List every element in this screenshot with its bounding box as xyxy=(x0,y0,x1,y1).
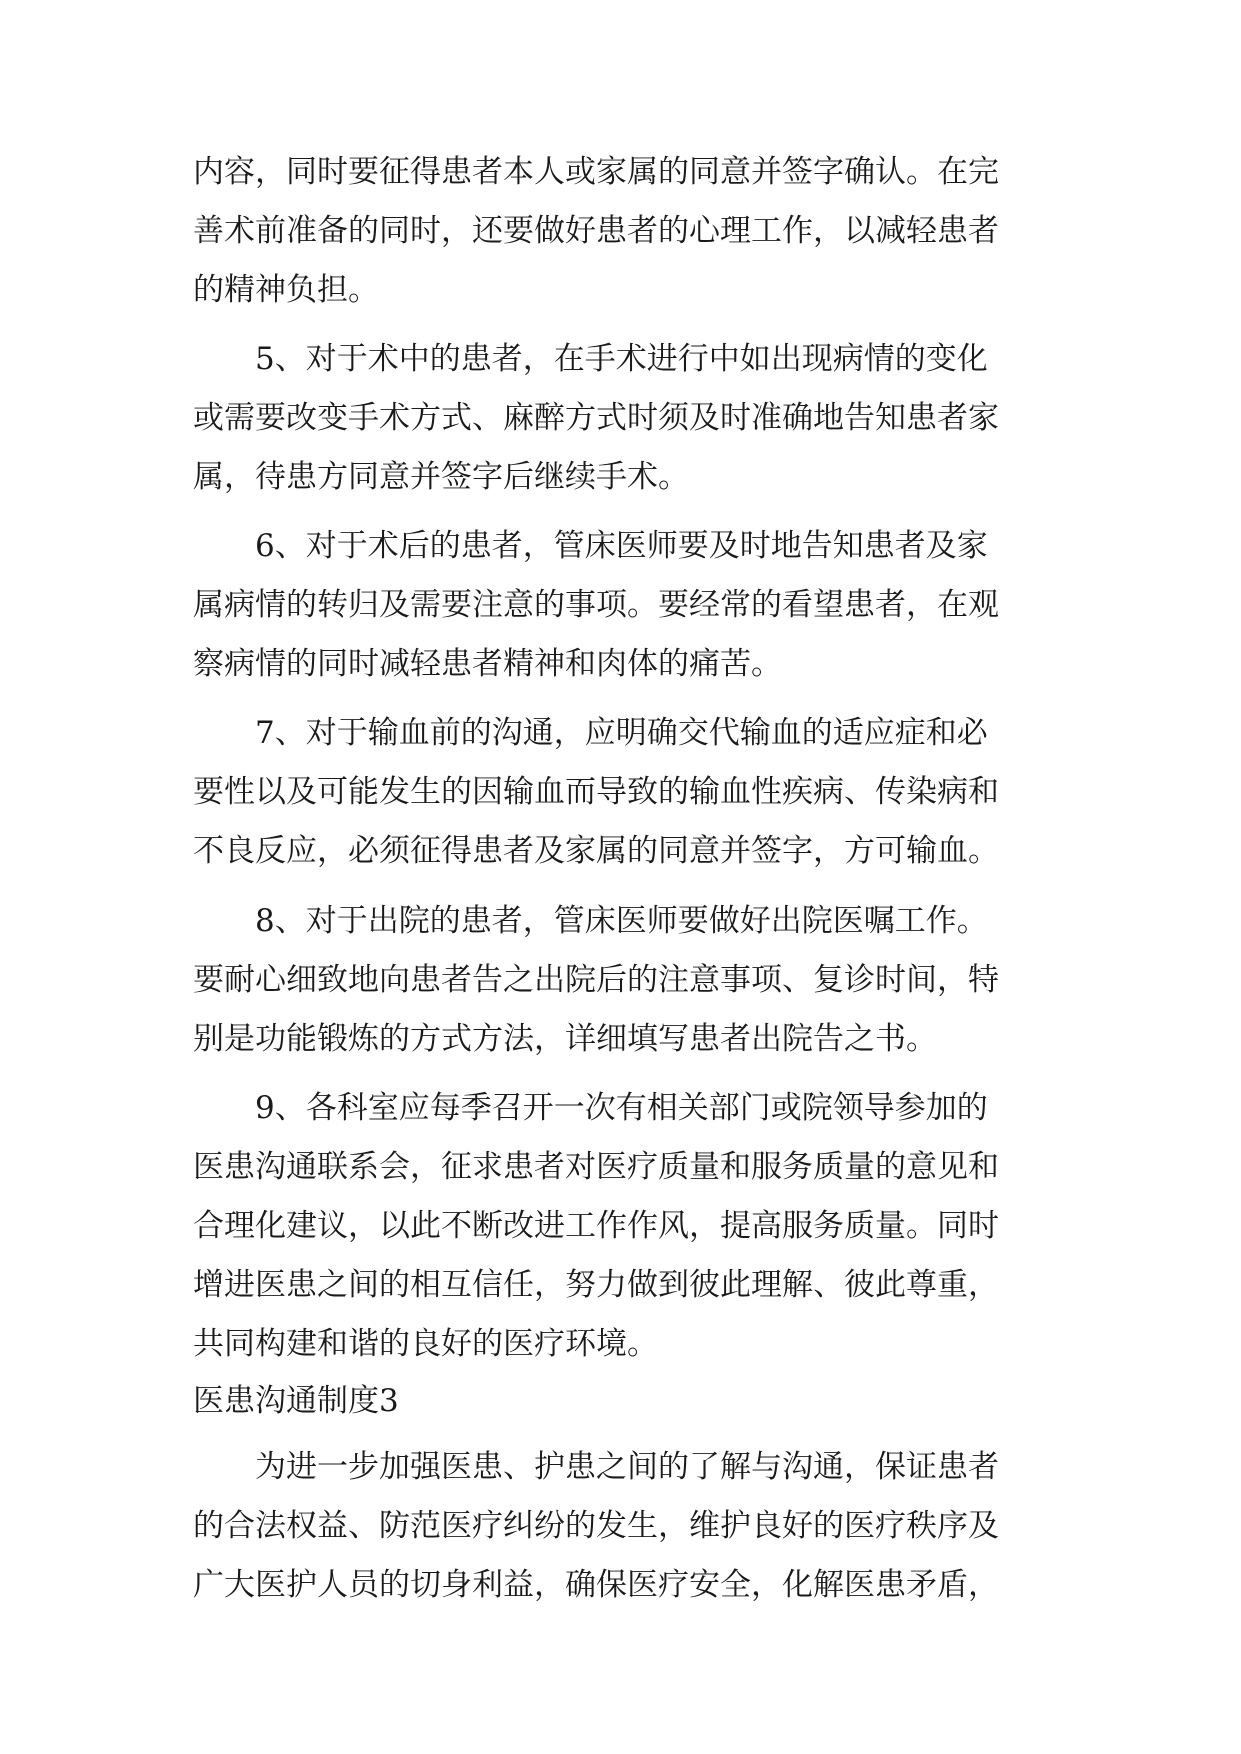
text-line: 别是功能锻炼的方式方法，详细填写患者出院告之书。 xyxy=(193,1021,937,1057)
text-line: 医患沟通联系会，征求患者对医疗质量和服务质量的意见和 xyxy=(193,1149,999,1185)
text-line: 广大医护人员的切身利益，确保医疗安全，化解医患矛盾， xyxy=(193,1567,999,1603)
text-line: 内容，同时要征得患者本人或家属的同意并签字确认。在完 xyxy=(193,154,999,190)
text-line: 的精神负担。 xyxy=(193,272,379,308)
text-line: 的合法权益、防范医疗纠纷的发生，维护良好的医疗秩序及 xyxy=(193,1508,999,1544)
paragraph-item-5: 5、对于术中的患者，在手术进行中如出现病情的变化 xyxy=(255,341,988,377)
text-line: 察病情的同时减轻患者精神和肉体的痛苦。 xyxy=(193,646,782,682)
paragraph-item-7: 7、对于输血前的沟通，应明确交代输血的适应症和必 xyxy=(255,715,988,751)
text-line: 增进医患之间的相互信任，努力做到彼此理解、彼此尊重， xyxy=(193,1267,999,1303)
paragraph-item-8: 8、对于出院的患者，管床医师要做好出院医嘱工作。 xyxy=(255,903,988,939)
text-line: 要性以及可能发生的因输血而导致的输血性疾病、传染病和 xyxy=(193,774,999,810)
text-line: 要耐心细致地向患者告之出院后的注意事项、复诊时间，特 xyxy=(193,962,999,998)
paragraph-intro: 为进一步加强医患、护患之间的了解与沟通，保证患者 xyxy=(255,1449,999,1485)
paragraph-item-9: 9、各科室应每季召开一次有相关部门或院领导参加的 xyxy=(255,1090,988,1126)
text-line: 善术前准备的同时，还要做好患者的心理工作，以减轻患者 xyxy=(193,213,999,249)
text-line: 不良反应，必须征得患者及家属的同意并签字，方可输血。 xyxy=(193,833,999,869)
text-line: 属，待患方同意并签字后继续手术。 xyxy=(193,459,689,495)
text-line: 共同构建和谐的良好的医疗环境。 xyxy=(193,1326,658,1362)
text-line: 属病情的转归及需要注意的事项。要经常的看望患者，在观 xyxy=(193,587,999,623)
paragraph-item-6: 6、对于术后的患者，管床医师要及时地告知患者及家 xyxy=(255,528,988,564)
text-line: 合理化建议，以此不断改进工作作风，提高服务质量。同时 xyxy=(193,1208,999,1244)
text-line: 或需要改变手术方式、麻醉方式时须及时准确地告知患者家 xyxy=(193,400,999,436)
section-heading: 医患沟通制度3 xyxy=(193,1383,399,1419)
